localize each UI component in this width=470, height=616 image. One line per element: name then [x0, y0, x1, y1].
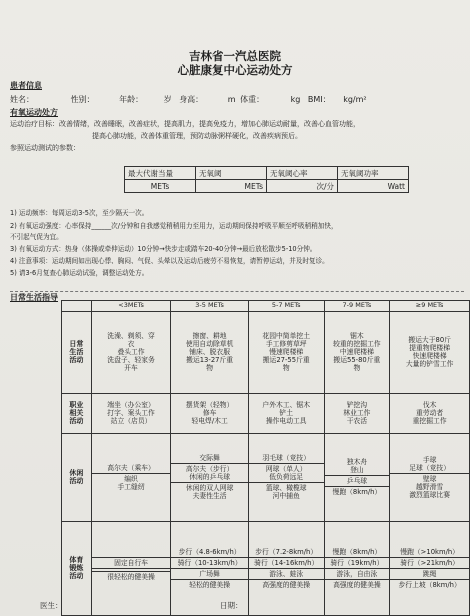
activity-cell: [390, 433, 470, 521]
instruction-2: 2) 有氧运动强度：心率保持______次/分钟和自我感觉稍稍用力至用力，运动期间保持呼吸平顺至呼吸稍稍加快，: [10, 222, 338, 230]
activity-cell: [91, 433, 171, 521]
activity-entry: 步行上坡（8km/h）: [390, 579, 469, 590]
activity-entry: 编织 手工缝纫: [92, 473, 171, 492]
instruction-5: 5) 请3-6月复查心肺运动试验，调整运动处方。: [10, 269, 149, 277]
activity-cell: 锯木 较重的挖掘工作 中速爬楼梯 搬运55-80斤重 物: [324, 311, 390, 393]
height-label: 身高：: [179, 95, 204, 104]
activity-cell: [324, 521, 390, 615]
daily-heading: 日常生活指导: [10, 293, 58, 302]
activity-entry: 慢跑（>10km/h）: [400, 547, 459, 556]
activity-entry: 广场舞: [171, 568, 248, 579]
bmi-label: BMI：: [307, 95, 331, 104]
activity-cell: 铲挖沟 林业工作 干农活: [324, 393, 390, 433]
threshold-value-cell[interactable]: [125, 180, 196, 193]
activity-entry: 固定自行车: [92, 557, 171, 568]
bmi-unit: kg/m²: [343, 95, 367, 104]
row-label: 休闲 活动: [62, 433, 92, 521]
activity-entry: 高尔夫（乘车）: [107, 463, 155, 472]
instruction-3: 3) 有氧运动方式：热身（体操或牵伸运动）10分钟→快步走或踏车20-40分钟→最后放松散步5-10分钟。: [10, 245, 317, 253]
activity-entry: 网球（单人） 低负荷远足: [249, 463, 324, 482]
activity-entry: 手球 足球（竞技）: [409, 455, 451, 472]
activity-entry: 骑行（19km/h）: [325, 557, 390, 568]
activity-cell: [91, 521, 171, 615]
column-header: 5-7 METs: [248, 301, 324, 312]
column-header: 7-9 METs: [324, 301, 390, 312]
activity-entry: 骑行（14-16km/h）: [249, 557, 324, 568]
threshold-value-cell[interactable]: [267, 180, 338, 193]
activity-cell: 花园中简单挖土 手工修剪草坪 慢速爬楼梯 搬运27-55斤重 物: [248, 311, 324, 393]
threshold-unit: METs: [244, 181, 263, 191]
activity-cell: [248, 433, 324, 521]
activity-entry: 乒乓球: [325, 475, 390, 486]
threshold-header: 最大代谢当量: [125, 167, 196, 180]
row-label: 日常 生活 活动: [62, 311, 92, 393]
activity-cell: 户外木工、锯木 铲土 操作电动工具: [248, 393, 324, 433]
threshold-value-cell[interactable]: [196, 180, 267, 193]
age-unit: 岁: [163, 95, 172, 104]
row-label: 职业 相关 活动: [62, 393, 92, 433]
document-title: 心脏康复中心运动处方: [177, 63, 293, 77]
activity-entry: 慢跑（8km/h）: [332, 547, 382, 556]
weight-label: 体重：: [240, 95, 265, 104]
activity-cell: [390, 521, 470, 615]
corner-cell: [62, 301, 92, 312]
column-header: 3-5 METs: [171, 301, 249, 312]
activity-entry: 骑行（10-13km/h）: [171, 557, 248, 568]
activity-entry: 跳绳: [390, 568, 469, 579]
activity-entry: 游泳，自由泳: [325, 568, 390, 579]
date-label: 日期：: [220, 601, 243, 610]
activity-cell: [248, 521, 324, 615]
activity-entry: 游泳、蛙泳: [249, 568, 324, 579]
threshold-header: 无氧阈: [196, 167, 267, 180]
activity-entry: 壁球 越野滑雪 激烈篮球比赛: [390, 473, 469, 500]
activity-entry: 骑行（>21km/h）: [390, 557, 469, 568]
activity-cell: [171, 433, 249, 521]
column-header: <3METs: [91, 301, 171, 312]
instruction-2-cont: 不引起气促为宜。: [10, 233, 63, 241]
column-header: ≥9 METs: [390, 301, 470, 312]
hospital-name: 吉林省一汽总医院: [189, 49, 281, 63]
instruction-1: 1) 运动频率：每周运动3-5次，至少隔天一次。: [10, 209, 149, 217]
threshold-table: [124, 166, 409, 193]
activity-cell: [324, 433, 390, 521]
patient-info-heading: 患者信息: [10, 81, 42, 90]
activity-entry: 很轻松的健美操: [92, 571, 171, 582]
activity-entry: 独木舟 登山: [346, 458, 368, 475]
threshold-value-cell[interactable]: [338, 180, 409, 193]
doctor-label: 医生：: [40, 601, 63, 610]
activity-cell: 擦窗、耕地 使用自动除草机 铺床、脱衣服 搬运13-27斤重 物: [171, 311, 249, 393]
threshold-unit: METs: [150, 181, 170, 191]
patient-info-row: [10, 94, 367, 105]
daily-activity-table: [61, 300, 470, 616]
activity-entry: 高尔夫（步行） 休闲的乒乓球: [171, 463, 248, 482]
age-label: 年龄：: [119, 95, 144, 104]
activity-cell: 洗澡、剃须、穿 衣 叠头工作 洗盘子、轻家务 开车: [91, 311, 171, 393]
activity-cell: 伐木 重劳动者 重挖掘工作: [390, 393, 470, 433]
activity-entry: 交际舞: [199, 454, 220, 463]
threshold-header: 无氧阈心率: [267, 167, 338, 180]
activity-entry: 篮球、橄榄球 河中捕鱼: [249, 482, 324, 501]
activity-cell: 端坐（办公室） 打字、案头工作 站立（店员）: [91, 393, 171, 433]
activity-entry: 高强度的健美操: [325, 579, 390, 590]
activity-entry: 步行（7.2-8km/h）: [255, 547, 318, 556]
weight-unit: kg: [290, 95, 301, 104]
aerobic-heading: 有氧运动处方: [10, 108, 58, 117]
height-unit: m: [227, 95, 236, 104]
instruction-4: 4) 注意事项：运动期间如出现心悸、胸闷、气促、头晕以及运动后疲劳不易恢复，请暂停运动，并及时复诊。: [10, 257, 329, 265]
activity-entry: 慢跑（8km/h）: [325, 486, 390, 497]
threshold-unit: 次/分: [316, 181, 334, 191]
threshold-unit: Watt: [387, 181, 405, 191]
activity-entry: 高强度的健美操: [249, 579, 324, 590]
goal-line-2: 提高心肺功能，改善体重管理，预防动脉粥样硬化，改善疾病预后。: [92, 132, 302, 140]
row-label: 体育 锻炼 活动: [62, 521, 92, 615]
activity-entry: 羽毛球（竞技）: [262, 454, 310, 463]
params-label: 参照运动测试的参数：: [10, 144, 80, 152]
sex-label: 性别：: [70, 95, 95, 104]
goal-line-1: 运动治疗目标：改善情绪，改善睡眠，改善症状，提高肌力，提高免疫力，增加心肺运动耐量，改善心血管功能，: [10, 120, 360, 128]
activity-entry: 轻松的健美操: [171, 579, 248, 590]
activity-cell: 搬运大于80斤 提重物爬楼梯 快速爬楼梯 大量的铲雪工作: [390, 311, 470, 393]
activity-cell: 摆货架（轻物） 修车 轻电焊/木工: [171, 393, 249, 433]
activity-entry: 步行（4.8-6km/h）: [178, 547, 241, 556]
threshold-header: 无氧阈功率: [338, 167, 409, 180]
section-divider: [10, 291, 464, 292]
name-label: 姓名：: [10, 95, 34, 104]
activity-entry: 休闲的双人网球 夫妻性生活: [171, 482, 248, 501]
